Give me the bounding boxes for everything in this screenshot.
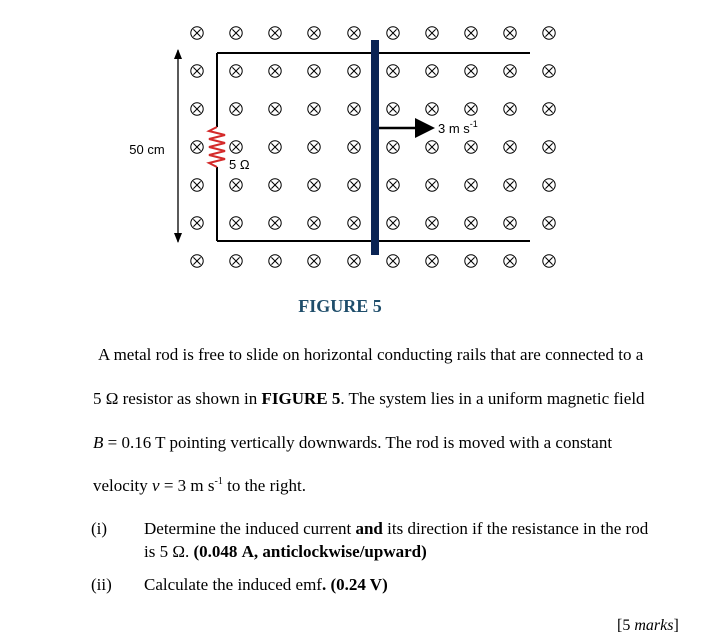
line4-pre: velocity xyxy=(93,476,153,495)
field-into-page-icon xyxy=(348,217,360,229)
field-into-page-icon xyxy=(465,179,477,191)
line4-mid: = 3 m s xyxy=(159,476,215,495)
marks-open: [ xyxy=(617,617,623,634)
field-into-page-icon xyxy=(465,27,477,39)
resistor-label: 5 Ω xyxy=(229,157,250,172)
field-into-page-icon xyxy=(543,179,555,191)
field-into-page-icon xyxy=(465,65,477,77)
field-into-page-icon xyxy=(426,179,438,191)
field-into-page-icon xyxy=(230,65,242,77)
field-into-page-icon xyxy=(465,141,477,153)
field-into-page-icon xyxy=(348,103,360,115)
field-into-page-icon xyxy=(308,141,320,153)
field-into-page-icon xyxy=(348,141,360,153)
field-into-page-icon xyxy=(426,141,438,153)
q1-text2-pre: is 5 Ω. xyxy=(144,542,194,561)
field-into-page-icon xyxy=(504,255,516,267)
resistor-zigzag xyxy=(209,127,225,167)
field-into-page-icon xyxy=(308,179,320,191)
field-into-page-icon xyxy=(230,27,242,39)
field-into-page-icon xyxy=(426,27,438,39)
field-into-page-icon xyxy=(308,27,320,39)
field-into-page-icon xyxy=(426,255,438,267)
field-variable: B xyxy=(93,433,104,452)
line2-post: . The system lies in a uniform magnetic field xyxy=(340,389,645,408)
field-into-page-icon xyxy=(191,65,203,77)
field-into-page-icon xyxy=(230,141,242,153)
field-into-page-icon xyxy=(191,255,203,267)
q1-text-pre: Determine the induced current xyxy=(144,519,356,538)
paragraph-line-1: A metal rod is free to slide on horizontal conducting rails that are connected to a xyxy=(98,345,644,364)
figure-5-diagram xyxy=(0,0,720,290)
velocity-label xyxy=(438,119,478,136)
field-into-page-icon xyxy=(191,27,203,39)
field-into-page-icon xyxy=(543,65,555,77)
field-into-page-icon xyxy=(543,255,555,267)
velocity-label-exponent: -1 xyxy=(469,119,478,129)
field-into-page-icon xyxy=(230,103,242,115)
line2-pre: 5 Ω resistor as shown in xyxy=(93,389,262,408)
length-arrowhead-top xyxy=(174,49,182,59)
q2-text-pre: Calculate the induced emf xyxy=(144,575,322,594)
field-into-page-icon xyxy=(269,65,281,77)
marks-allocation xyxy=(617,617,679,635)
figure-caption: FIGURE 5 xyxy=(298,296,382,316)
line4-post: to the right. xyxy=(222,476,306,495)
field-into-page-icon xyxy=(191,103,203,115)
field-into-page-icon xyxy=(504,65,516,77)
field-into-page-icon xyxy=(308,255,320,267)
field-into-page-icon xyxy=(543,103,555,115)
length-label: 50 cm xyxy=(129,142,165,157)
marks-word: marks xyxy=(634,617,674,634)
field-into-page-icon xyxy=(426,217,438,229)
length-arrowhead-bottom xyxy=(174,233,182,243)
figure-reference: FIGURE 5 xyxy=(261,389,341,408)
field-into-page-icon xyxy=(348,255,360,267)
marks-close: ] xyxy=(673,617,679,634)
paragraph-line-2 xyxy=(93,389,645,409)
question-1-number: (i) xyxy=(91,519,108,538)
field-into-page-icon xyxy=(387,141,399,153)
field-into-page-icon xyxy=(504,217,516,229)
field-into-page-icon xyxy=(465,217,477,229)
field-into-page-icon xyxy=(269,27,281,39)
paragraph-line-3 xyxy=(93,433,612,453)
marks-count: 5 xyxy=(622,617,635,634)
field-into-page-icon xyxy=(269,255,281,267)
field-into-page-icon xyxy=(230,217,242,229)
field-into-page-icon xyxy=(269,179,281,191)
line3-rest: = 0.16 T pointing vertically downwards. The rod is moved with a constant xyxy=(103,433,613,452)
field-into-page-icon xyxy=(308,217,320,229)
field-into-page-icon xyxy=(426,65,438,77)
field-into-page-icon xyxy=(543,217,555,229)
field-into-page-icon xyxy=(387,217,399,229)
metal-rod xyxy=(371,40,379,255)
field-into-page-icon xyxy=(504,179,516,191)
field-into-page-icon xyxy=(269,217,281,229)
question-1-line-1 xyxy=(144,519,648,539)
question-1-line-2 xyxy=(144,542,427,562)
velocity-label-main: 3 m s xyxy=(438,121,470,136)
field-into-page-icon xyxy=(465,103,477,115)
field-into-page-icon xyxy=(504,141,516,153)
q1-answer: (0.048 A, anticlockwise/upward) xyxy=(193,542,427,561)
question-2-number: (ii) xyxy=(91,575,112,594)
field-into-page-icon xyxy=(387,255,399,267)
q1-text-bold: and xyxy=(355,519,383,538)
field-into-page-icon xyxy=(308,65,320,77)
velocity-variable: v xyxy=(152,476,160,495)
field-into-page-icon xyxy=(191,141,203,153)
field-into-page-icon xyxy=(387,65,399,77)
field-into-page-icon xyxy=(348,179,360,191)
field-into-page-icon xyxy=(465,255,477,267)
q1-text-post: its direction if the resistance in the rod xyxy=(382,519,649,538)
field-into-page-icon xyxy=(269,103,281,115)
field-into-page-icon xyxy=(543,27,555,39)
paragraph-line-4 xyxy=(93,476,306,496)
field-into-page-icon xyxy=(387,179,399,191)
line4-exponent: -1 xyxy=(214,476,223,487)
question-2-text xyxy=(144,575,388,595)
field-into-page-icon xyxy=(191,217,203,229)
field-into-page-icon xyxy=(348,27,360,39)
field-into-page-icon xyxy=(269,141,281,153)
field-into-page-icon xyxy=(504,27,516,39)
q2-answer: . (0.24 V) xyxy=(321,575,388,594)
field-into-page-icon xyxy=(230,179,242,191)
field-into-page-icon xyxy=(387,27,399,39)
field-into-page-icon xyxy=(230,255,242,267)
field-into-page-icon xyxy=(308,103,320,115)
field-into-page-icon xyxy=(426,103,438,115)
field-into-page-icon xyxy=(543,141,555,153)
field-into-page-icon xyxy=(504,103,516,115)
field-into-page-icon xyxy=(191,179,203,191)
field-into-page-icon xyxy=(387,103,399,115)
field-into-page-icon xyxy=(348,65,360,77)
